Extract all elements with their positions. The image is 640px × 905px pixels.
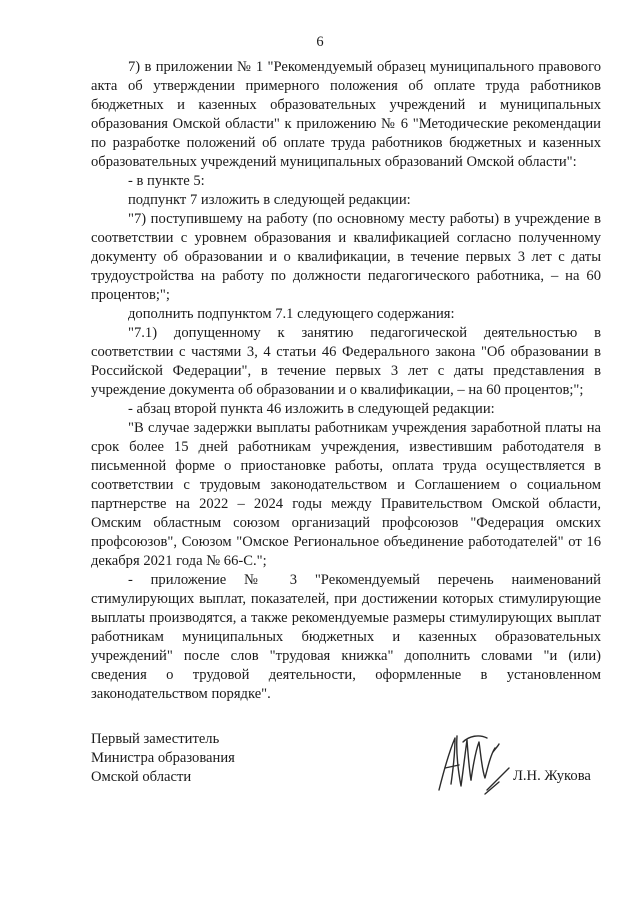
document-body [91,58,601,704]
signer-title [91,730,235,787]
paragraph-subpunkt-7-1-intro: дополнить подпунктом 7.1 следующего содержания: [128,306,455,322]
signer-name: Л.Н. Жукова [513,768,591,784]
paragraph-appendix-3: - приложение № 3 "Рекомендуемый перечень наименований стимулирующих выплат, показателей, при достижении которых стимулирующие выплаты производятся, а также рекомендуемые размеры стимулирующих выплат работникам муниципальных бюджетных и казенных образовательных учреждений" после слов "трудовая книжка" дополнить словами "и (или) сведения о трудовой деятельности, оформленные в установленном законодательством порядке". [91,572,601,702]
signer-title-line: Министра образования [91,750,235,766]
paragraph-subpunkt-7-1-text: "7.1) допущенному к занятию педагогической деятельностью в соответствии с частями 3, 4 статьи 46 Федерального закона "Об образовании в Российской Федерации", в течение первых 3 лет с даты представления в учреждение документа об образовании и о квалификации, – на 60 процентов;"; [91,325,601,398]
paragraph-item-7: 7) в приложении № 1 "Рекомендуемый образец муниципального правового акта об утверждении примерного положения об оплате труда работников бюджетных и казенных образовательных учреждений и муниципальных образования Омской области" к приложению № 6 "Методические рекомендации по разработке положений об оплате труда работников бюджетных и казенных образовательных учреждений муниципальных образований Омской области": [91,59,601,170]
paragraph-punkt-46-text: "В случае задержки выплаты работникам учреждения заработной платы на срок более 15 дней работникам учреждения, известившим работодателя в письменной форме о приостановке работы, оплата труда осуществляется в соответствии с трудовым законодательством и Соглашением о социальном партнерстве на 2022 – 2024 годы между Правительством Омской области, Омским областным союзом организаций профсоюзов "Федерация омских профсоюзов", Союзом "Омское Региональное объединение работодателей" от 16 декабря 2021 года № 66-С."; [91,420,601,569]
paragraph-subpunkt-7-intro: подпункт 7 изложить в следующей редакции: [128,192,411,208]
paragraph-punkt-46-intro: - абзац второй пункта 46 изложить в следующей редакции: [128,401,495,417]
paragraph-subpunkt-7-text: "7) поступившему на работу (по основному месту работы) в учреждение в соответствии с уровнем образования и квалификацией согласно полученному документу об образовании и о квалификации, в течение первых 3 лет с даты трудоустройства на работу по должности педагогического работника, – на 60 процентов;"; [91,211,601,303]
signer-title-line: Омской области [91,769,192,785]
handwritten-signature [433,730,511,798]
signer-title-line: Первый заместитель [91,731,220,747]
signature-block [91,730,601,820]
page-number: 6 [316,34,324,50]
paragraph-punkt-5: - в пункте 5: [128,173,205,189]
